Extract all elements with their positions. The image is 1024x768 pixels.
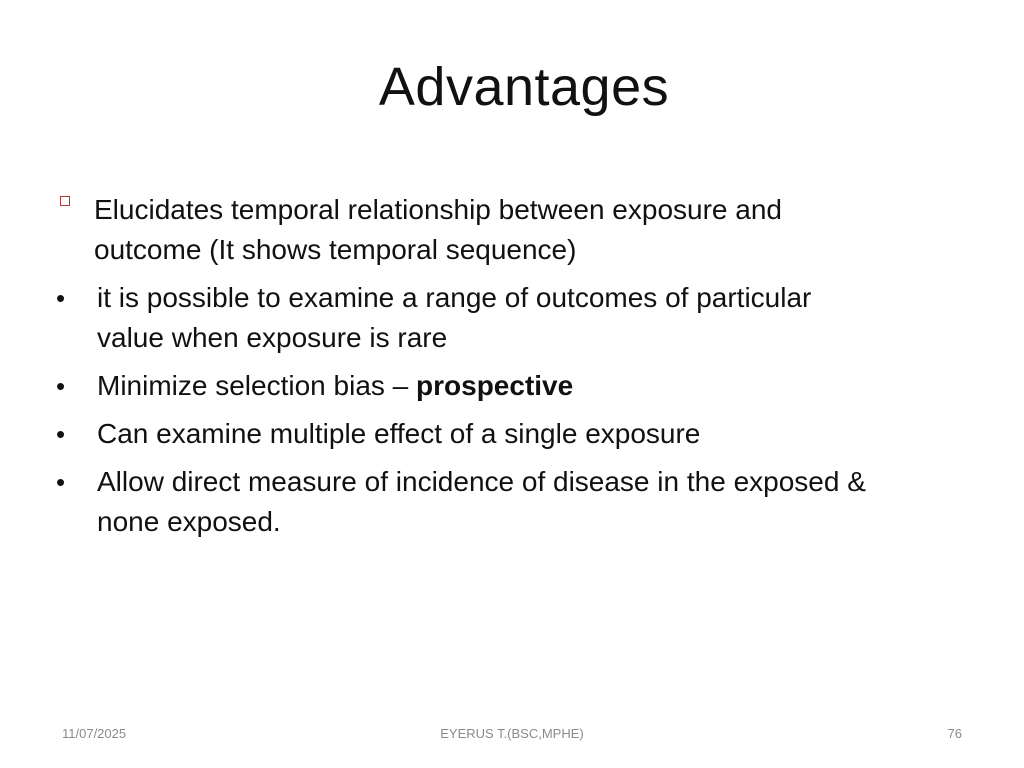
bullet-item xyxy=(56,462,976,542)
bullet-line: none exposed. xyxy=(97,506,281,537)
bullet-text xyxy=(97,466,866,537)
bullet-emphasis: prospective xyxy=(416,370,574,401)
bullet-line: Elucidates temporal relationship between exposure and xyxy=(94,194,782,225)
slide-title: Advantages xyxy=(378,57,670,117)
page-number: 76 xyxy=(947,726,962,741)
bullet-line: Minimize selection bias – xyxy=(97,370,417,401)
bullet-dot-icon: • xyxy=(56,283,66,313)
bullet-line: it is possible to examine a range of outcomes of particular xyxy=(97,282,812,313)
bullet-line: Can examine multiple effect of a single exposure xyxy=(97,418,701,449)
square-bullet-icon xyxy=(60,196,70,206)
bullet-text xyxy=(94,194,782,265)
bullet-dot-icon: • xyxy=(56,419,66,449)
bullet-text xyxy=(97,370,573,401)
bullet-line: Allow direct measure of incidence of disease in the exposed & xyxy=(97,466,866,497)
footer-date: 11/07/2025 xyxy=(62,726,127,741)
bullet-item xyxy=(56,366,976,406)
bullet-list xyxy=(56,190,976,550)
bullet-dot-icon: • xyxy=(56,371,66,401)
footer-author: EYERUS T.(BSC,MPHE) xyxy=(440,726,584,741)
bullet-text xyxy=(97,282,811,353)
bullet-line: outcome (It shows temporal sequence) xyxy=(94,234,577,265)
bullet-dot-icon: • xyxy=(56,467,66,497)
bullet-item xyxy=(56,278,976,358)
bullet-text xyxy=(97,418,700,449)
bullet-item xyxy=(56,190,976,270)
bullet-line: value when exposure is rare xyxy=(97,322,448,353)
bullet-item xyxy=(56,414,976,454)
